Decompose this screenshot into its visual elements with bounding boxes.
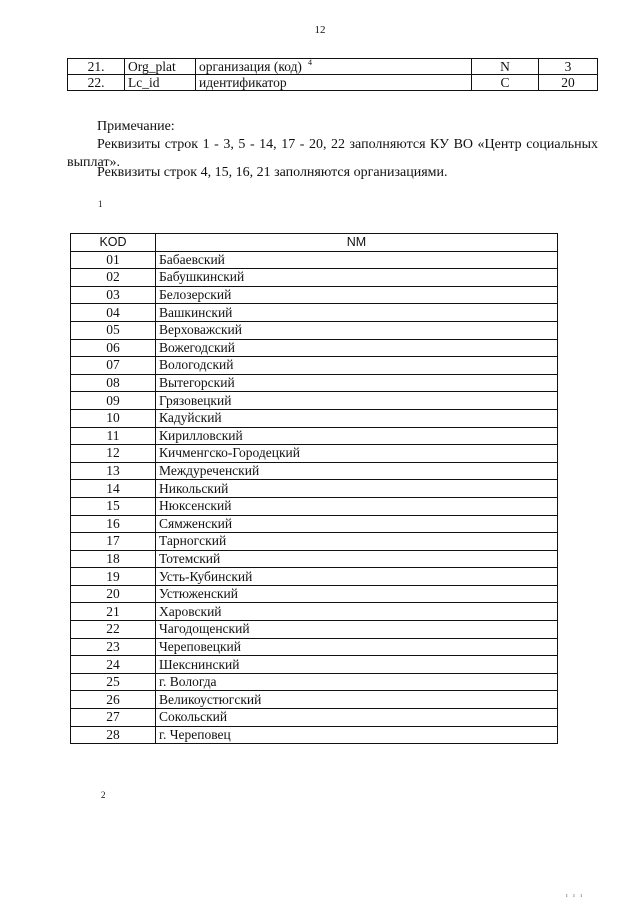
table-row — [71, 656, 558, 674]
district-code-cell: 17 — [71, 533, 156, 551]
district-name-cell: Тотемский — [156, 550, 558, 568]
district-name-cell: Вытегорский — [156, 374, 558, 392]
field-description — [196, 59, 472, 75]
field-type-text: N — [500, 59, 510, 74]
table-row — [71, 445, 558, 463]
district-name-cell: Бабаевский — [156, 251, 558, 269]
table-row — [71, 638, 558, 656]
table-row — [71, 304, 558, 322]
field-type — [472, 59, 539, 75]
district-name-cell: Вожегодский — [156, 339, 558, 357]
note-title: Примечание: — [97, 119, 175, 134]
district-name-cell: г. Вологда — [156, 673, 558, 691]
district-name-cell: Вашкинский — [156, 304, 558, 322]
district-code-table-body — [71, 251, 558, 744]
page-number: 12 — [314, 24, 326, 36]
district-code-cell: 23 — [71, 638, 156, 656]
district-name-cell: Череповецкий — [156, 638, 558, 656]
table-row — [71, 462, 558, 480]
district-name-cell: Никольский — [156, 480, 558, 498]
district-code-cell: 10 — [71, 409, 156, 427]
field-code — [125, 75, 196, 91]
district-name-cell: Белозерский — [156, 286, 558, 304]
district-code-cell: 26 — [71, 691, 156, 709]
row-number-text: 21. — [87, 59, 105, 74]
table-row — [71, 497, 558, 515]
field-code-text: Lc_id — [128, 75, 160, 90]
district-name-cell: Грязовецкий — [156, 392, 558, 410]
table-row — [71, 585, 558, 603]
field-length — [539, 75, 598, 91]
district-code-cell: 11 — [71, 427, 156, 445]
district-code-cell: 25 — [71, 673, 156, 691]
field-description-text: организация (код) — [199, 59, 302, 74]
district-code-cell: 16 — [71, 515, 156, 533]
table-row — [71, 726, 558, 744]
district-code-cell: 19 — [71, 568, 156, 586]
district-code-cell: 07 — [71, 357, 156, 375]
row-number — [68, 75, 125, 91]
fields-table — [67, 58, 598, 91]
district-code-cell: 14 — [71, 480, 156, 498]
district-name-cell: Нюксенский — [156, 497, 558, 515]
district-name-cell: Кирилловский — [156, 427, 558, 445]
district-name-cell: Шекснинский — [156, 656, 558, 674]
table-row — [71, 286, 558, 304]
row-number — [68, 59, 125, 75]
field-length — [539, 59, 598, 75]
field-code-text: Org_plat — [128, 59, 176, 74]
column-header-kod: KOD — [71, 234, 156, 252]
field-type — [472, 75, 539, 91]
district-code-cell: 28 — [71, 726, 156, 744]
row-number-text: 22. — [87, 75, 105, 90]
field-length-text: 20 — [561, 75, 575, 90]
table-row — [71, 673, 558, 691]
district-code-cell: 24 — [71, 656, 156, 674]
district-name-cell: Кичменгско-Городецкий — [156, 445, 558, 463]
district-name-cell: Чагодощенский — [156, 621, 558, 639]
district-name-cell: Междуреченский — [156, 462, 558, 480]
district-code-cell: 15 — [71, 497, 156, 515]
table-row — [71, 251, 558, 269]
district-code-cell: 12 — [71, 445, 156, 463]
note-line-2: Реквизиты строк 4, 15, 16, 21 заполняются организациями. — [97, 165, 448, 180]
table-row — [68, 75, 598, 91]
table-row — [71, 691, 558, 709]
table-row — [71, 357, 558, 375]
corner-scan-mark: ı ı ı — [566, 893, 585, 899]
table-row — [71, 550, 558, 568]
district-code-cell: 06 — [71, 339, 156, 357]
district-code-cell: 13 — [71, 462, 156, 480]
district-code-cell: 27 — [71, 709, 156, 727]
field-description-text: идентификатор — [199, 75, 287, 90]
table-row — [71, 603, 558, 621]
table-row — [71, 409, 558, 427]
district-name-cell: Верховажский — [156, 321, 558, 339]
district-code-table — [70, 233, 558, 744]
column-header-nm: NM — [156, 234, 558, 252]
district-name-cell: Кадуйский — [156, 409, 558, 427]
footnote-reference: 4 — [307, 58, 312, 67]
table-row — [71, 269, 558, 287]
district-name-cell: Харовский — [156, 603, 558, 621]
district-code-cell: 20 — [71, 585, 156, 603]
district-name-cell: г. Череповец — [156, 726, 558, 744]
footnote-marker-2: 2 — [101, 790, 106, 800]
district-code-cell: 21 — [71, 603, 156, 621]
district-name-cell: Тарногский — [156, 533, 558, 551]
footnote-marker-1: 1 — [98, 199, 103, 209]
table-row — [71, 427, 558, 445]
table-row — [71, 374, 558, 392]
field-code — [125, 59, 196, 75]
table-row — [68, 59, 598, 75]
table-header-row — [71, 234, 558, 252]
table-row — [71, 392, 558, 410]
fields-table-body — [68, 59, 598, 91]
district-name-cell: Сямженский — [156, 515, 558, 533]
district-code-cell: 09 — [71, 392, 156, 410]
district-name-cell: Великоустюгский — [156, 691, 558, 709]
district-code-cell: 08 — [71, 374, 156, 392]
district-code-cell: 18 — [71, 550, 156, 568]
table-row — [71, 621, 558, 639]
district-name-cell: Бабушкинский — [156, 269, 558, 287]
district-name-cell: Вологодский — [156, 357, 558, 375]
field-type-text: C — [500, 75, 510, 90]
district-code-cell: 01 — [71, 251, 156, 269]
table-row — [71, 515, 558, 533]
district-code-cell: 04 — [71, 304, 156, 322]
district-code-cell: 03 — [71, 286, 156, 304]
table-row — [71, 568, 558, 586]
district-name-cell: Сокольский — [156, 709, 558, 727]
district-code-cell: 05 — [71, 321, 156, 339]
table-row — [71, 533, 558, 551]
field-description — [196, 75, 472, 91]
table-row — [71, 480, 558, 498]
district-name-cell: Усть-Кубинский — [156, 568, 558, 586]
district-code-cell: 02 — [71, 269, 156, 287]
field-length-text: 3 — [564, 59, 572, 74]
district-name-cell: Устюженский — [156, 585, 558, 603]
table-row — [71, 321, 558, 339]
note-line-1: Реквизиты строк 1 - 3, 5 - 14, 17 - 20, 22 заполняются КУ ВО «Центр социальных выплат». — [67, 137, 598, 170]
district-code-cell: 22 — [71, 621, 156, 639]
table-row — [71, 709, 558, 727]
table-row — [71, 339, 558, 357]
